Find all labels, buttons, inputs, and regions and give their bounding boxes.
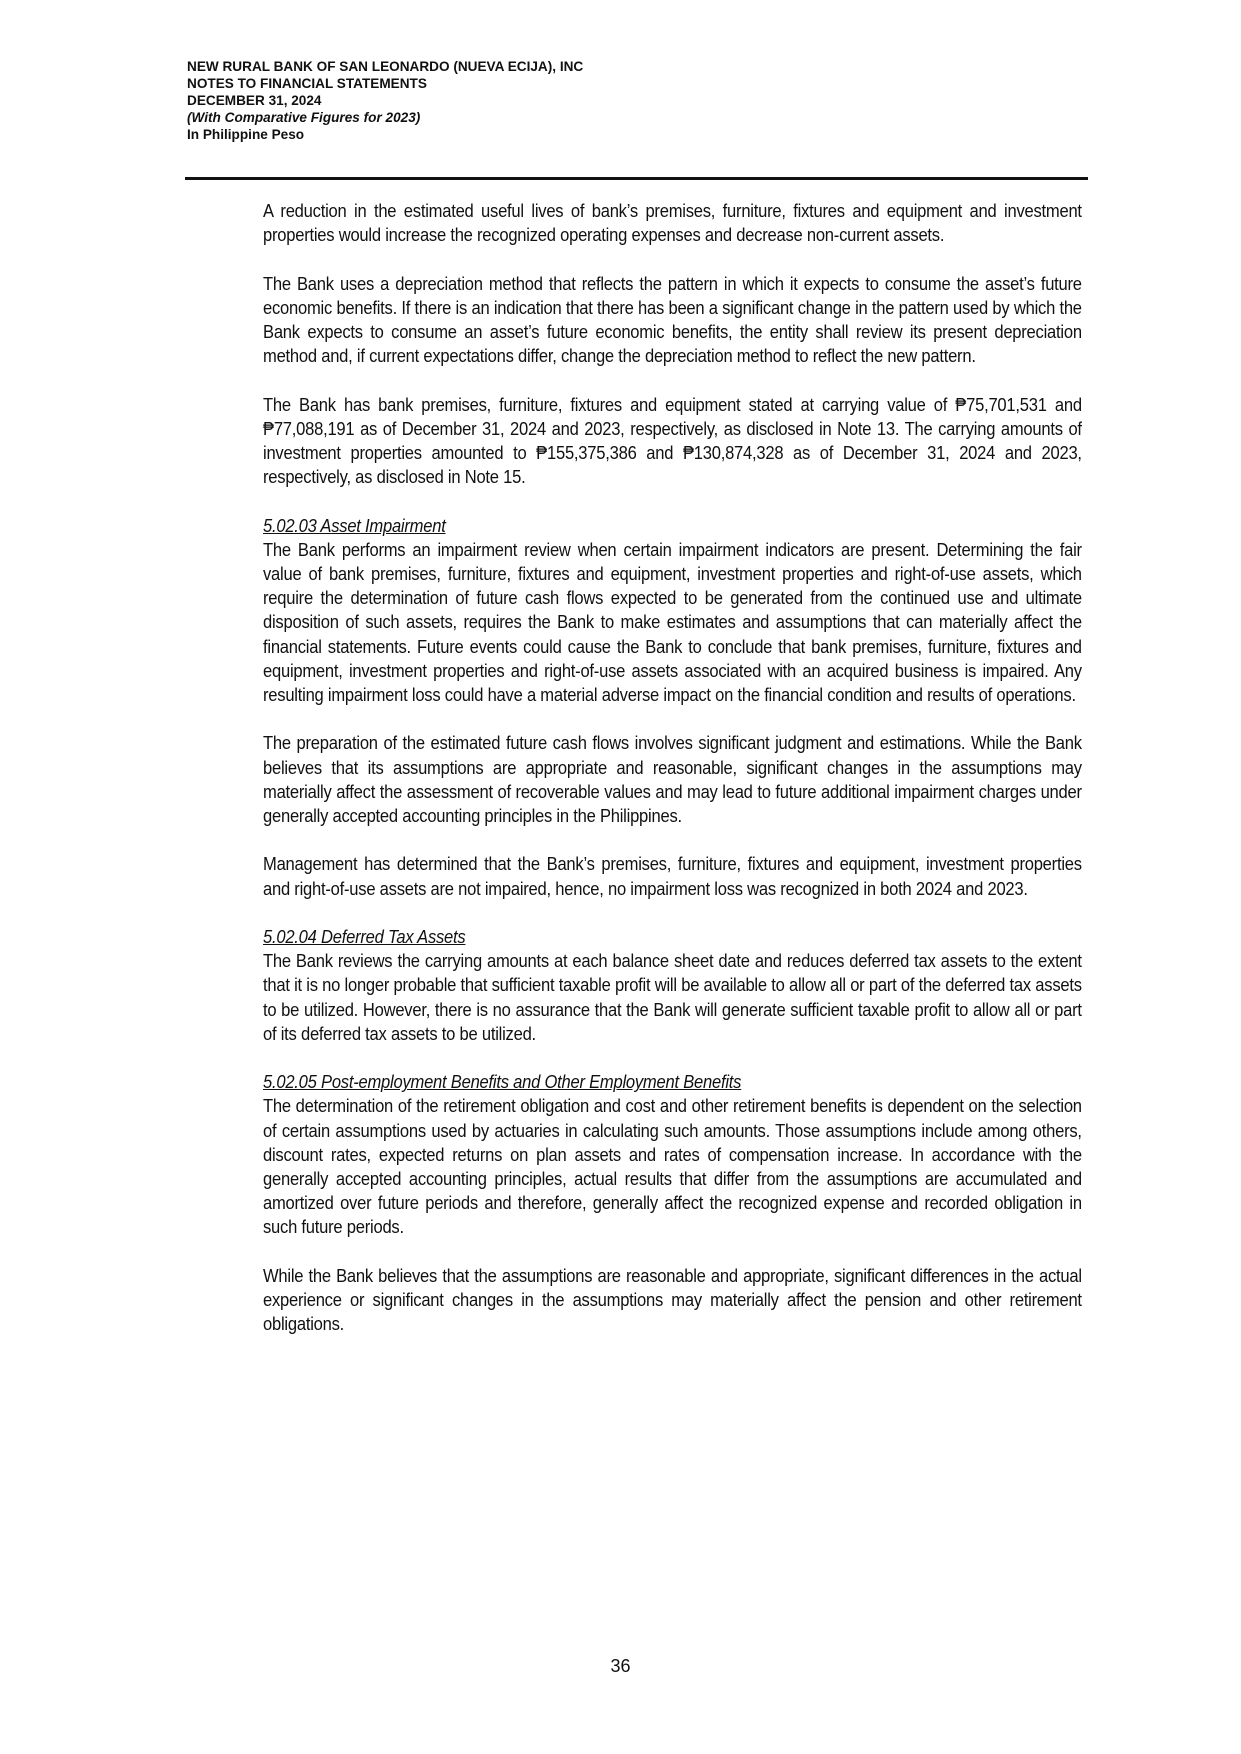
paragraph-carrying-values: The Bank has bank premises, furniture, fixtures and equipment stated at carrying value of ₱75,701,531 and ₱77,088,191 as of December 31, 2024 and 2023, respectively, as disclosed in Note 13. The carrying amounts of investment properties amounted to ₱155,375,386 and ₱130,874,328 as of December 31, 2024 and 2023, respectively, as disclosed in Note 15. xyxy=(263,394,1082,488)
paragraph: The preparation of the estimated future cash flows involves significant judgment and estimations. While the Bank believes that its assumptions are appropriate and reasonable, significant changes in the assumptions may materially affect the assessment of recoverable values and may lead to future additional impairment charges under generally accepted accounting principles in the Philippines. xyxy=(263,733,1082,827)
section-post-employment-benefits xyxy=(263,1070,1082,1336)
paragraph-depreciation-method: The Bank uses a depreciation method that reflects the pattern in which it expects to consume the asset’s future economic benefits. If there is an indication that there has been a significant change in the pattern used by which the Bank expects to consume an asset’s future economic benefits, the entity shall review its present depreciation method and, if current expectations differ, change the depreciation method to reflect the new pattern. xyxy=(263,273,1082,367)
paragraph: While the Bank believes that the assumptions are reasonable and appropriate, significant differences in the actual experience or significant changes in the assumptions may materially affect the pension and other retirement obligations. xyxy=(263,1265,1082,1335)
document-body xyxy=(263,199,1082,1361)
document-title: NOTES TO FINANCIAL STATEMENTS xyxy=(187,76,427,91)
statement-date: DECEMBER 31, 2024 xyxy=(187,93,322,108)
paragraph-useful-lives: A reduction in the estimated useful lives of bank’s premises, furniture, fixtures and equipment and investment properties would increase the recognized operating expenses and decrease non-current assets. xyxy=(263,201,1082,246)
paragraph: The Bank performs an impairment review when certain impairment indicators are present. Determining the fair value of bank premises, furniture, fixtures and equipment, investment properties and right-of-use assets, which require the determination of future cash flows expected to be generated from the continued use and ultimate disposition of such assets, requires the Bank to make estimates and assumptions that can materially affect the financial statements. Future events could cause the Bank to conclude that bank premises, furniture, fixtures and equipment, investment properties and right-of-use assets associated with an acquired business is impaired. Any resulting impairment loss could have a material adverse impact on the financial condition and results of operations. xyxy=(263,539,1082,706)
header-divider xyxy=(185,177,1088,180)
company-name: NEW RURAL BANK OF SAN LEONARDO (NUEVA ECIJA), INC xyxy=(187,59,584,74)
section-title: 5.02.05 Post-employment Benefits and Other Employment Benefits xyxy=(263,1072,742,1093)
section-asset-impairment xyxy=(263,514,1082,901)
section-title: 5.02.04 Deferred Tax Assets xyxy=(263,927,466,947)
section-title: 5.02.03 Asset Impairment xyxy=(263,515,446,536)
paragraph: Management has determined that the Bank’s premises, furniture, fixtures and equipment, investment properties and right-of-use assets are not impaired, hence, no impairment loss was recognized in both 2024 and 2023. xyxy=(263,854,1082,899)
comparative-note: (With Comparative Figures for 2023) xyxy=(187,110,421,125)
page-number: 36 xyxy=(610,1656,631,1676)
currency-note: In Philippine Peso xyxy=(187,127,305,142)
paragraph: The determination of the retirement obligation and cost and other retirement benefits is dependent on the selection of certain assumptions used by actuaries in calculating such amounts. Those assumptions include among others, discount rates, expected returns on plan assets and rates of compensation increase. In accordance with the generally accepted accounting principles, actual results that differ from the assumptions are accumulated and amortized over future periods and therefore, generally affect the recognized expense and recorded obligation in such future periods. xyxy=(263,1096,1082,1238)
paragraph: The Bank reviews the carrying amounts at each balance sheet date and reduces deferred tax assets to the extent that it is no longer probable that sufficient taxable profit will be available to allow all or part of the deferred tax assets to be utilized. However, there is no assurance that the Bank will generate sufficient taxable profit to allow all or part of its deferred tax assets to be utilized. xyxy=(263,951,1082,1044)
section-deferred-tax-assets xyxy=(263,925,1082,1046)
document-header xyxy=(187,58,583,143)
